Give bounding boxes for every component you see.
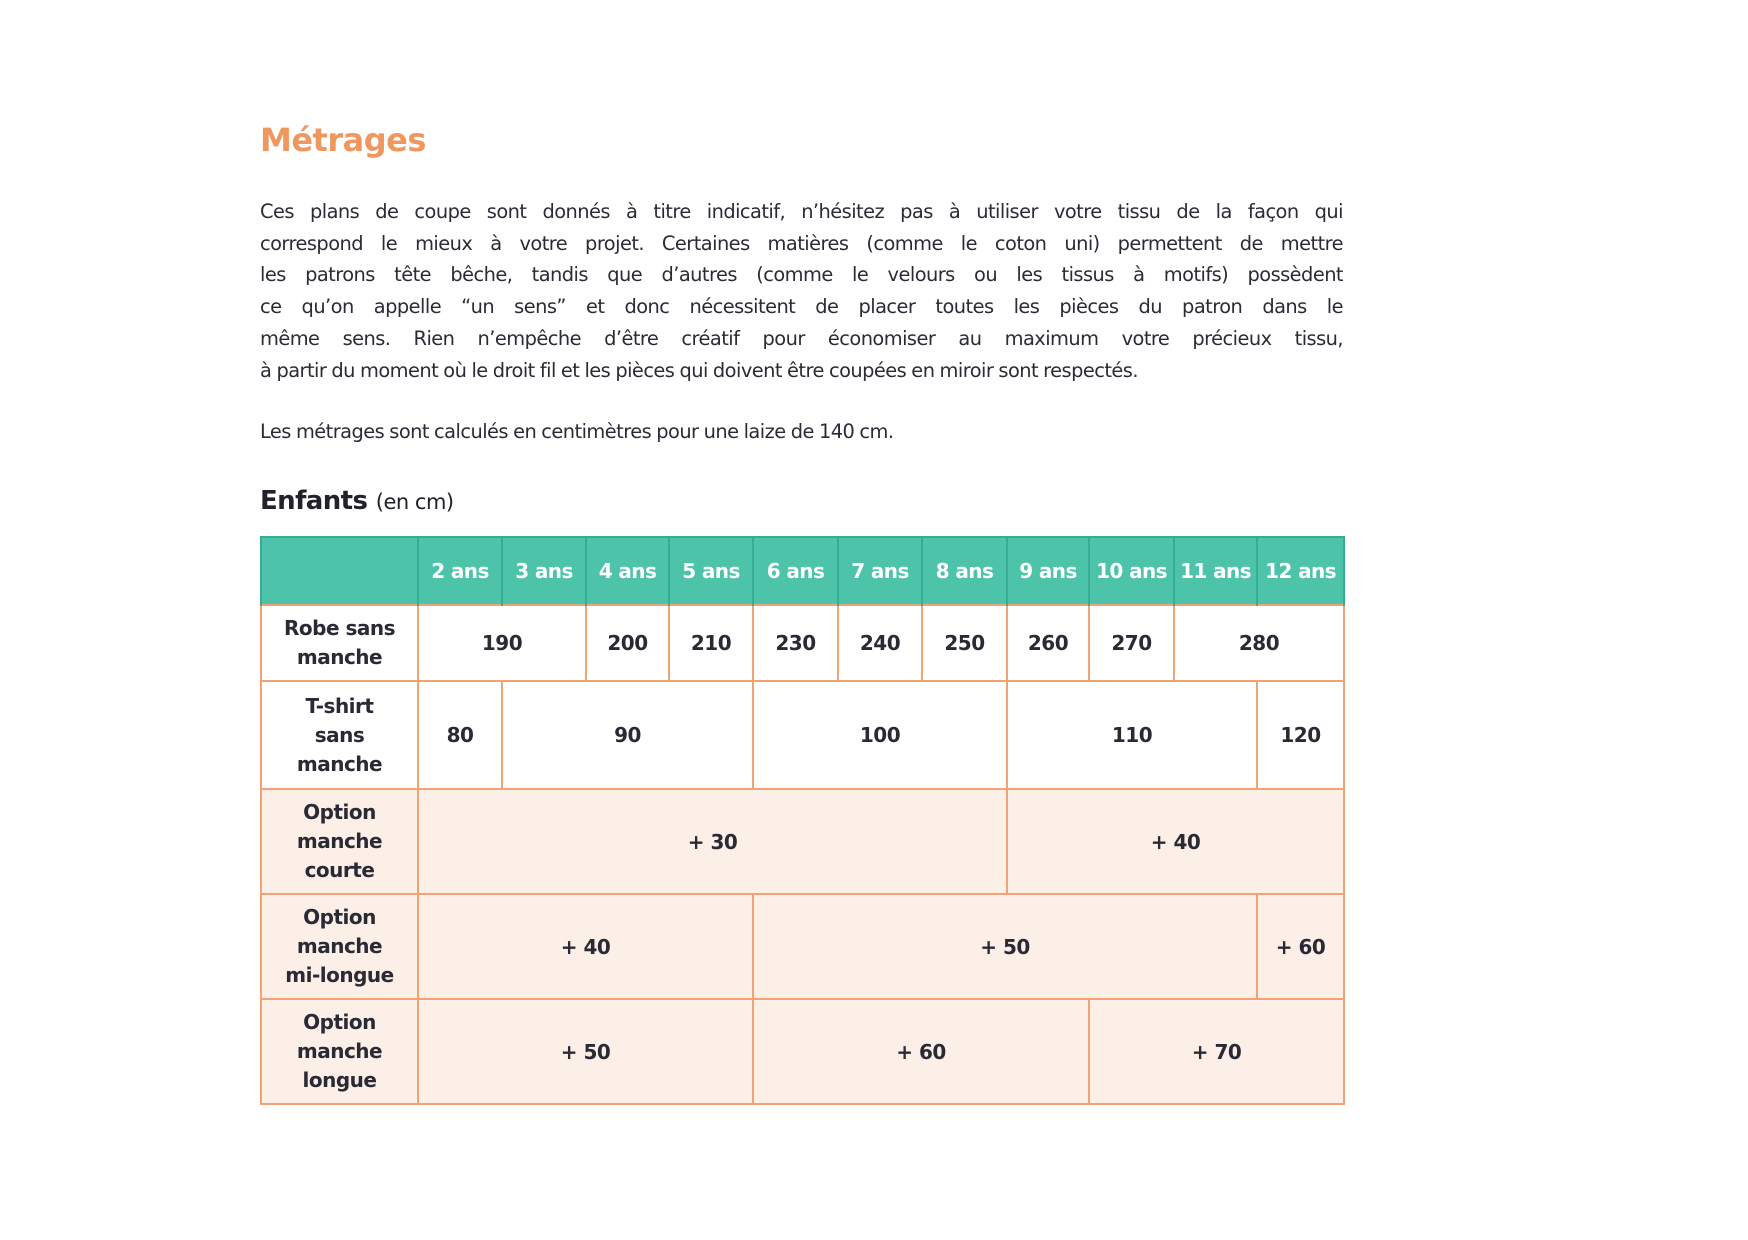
table-cell: 240: [838, 605, 922, 681]
column-header: 7 ans: [838, 537, 922, 605]
table-row: [261, 789, 1344, 894]
column-header: 3 ans: [502, 537, 586, 605]
column-header: 5 ans: [669, 537, 753, 605]
section-heading: [260, 486, 454, 516]
row-label-line: mi-longue: [285, 963, 394, 987]
row-label-line: manche: [296, 934, 383, 958]
table-body: [261, 605, 1344, 1104]
section-title: Enfants: [260, 486, 368, 516]
row-label-line: Option: [303, 800, 376, 824]
column-header: 12 ans: [1257, 537, 1344, 605]
intro-line: même sens. Rien n’empêche d’être créatif pour économiser au maximum votre précieux tissu,: [260, 326, 1343, 350]
table-cell: 90: [502, 681, 753, 789]
table-cell: 260: [1007, 605, 1089, 681]
row-label-line: courte: [304, 858, 375, 882]
table-cell: 190: [418, 605, 586, 681]
fabric-width-note: Les métrages sont calculés en centimètres pour une laize de 140 cm.: [260, 420, 894, 443]
row-label-line: longue: [302, 1068, 377, 1092]
row-label-line: Robe sans: [283, 616, 396, 640]
table-cell: 100: [753, 681, 1007, 789]
table-cell: 230: [753, 605, 838, 681]
table-cell: 110: [1007, 681, 1257, 789]
column-header: 10 ans: [1089, 537, 1174, 605]
table-cell: 80: [418, 681, 502, 789]
row-label-line: manche: [296, 829, 383, 853]
row-label-line: manche: [296, 645, 383, 669]
intro-line: correspond le mieux à votre projet. Certaines matières (comme le coton uni) permettent de mettre: [260, 231, 1343, 255]
intro-line: à partir du moment où le droit fil et les pièces qui doivent être coupées en miroir sont respectés.: [260, 358, 1138, 382]
table-cell: 270: [1089, 605, 1174, 681]
row-label-line: sans: [314, 722, 365, 747]
table-header-row: [261, 537, 1344, 605]
intro-line: ce qu’on appelle “un sens” et donc nécessitent de placer toutes les pièces du patron dans le: [260, 295, 1343, 319]
table-cell: 210: [669, 605, 753, 681]
table-cell: + 50: [753, 894, 1257, 999]
table-cell: 280: [1174, 605, 1344, 681]
table-cell: + 30: [418, 789, 1007, 894]
table-cell: + 40: [1007, 789, 1344, 894]
table-cell: + 60: [1257, 894, 1344, 999]
table-cell: + 50: [418, 999, 753, 1104]
row-label: [261, 999, 418, 1104]
table-row: [261, 999, 1344, 1104]
row-label-line: Option: [303, 1010, 376, 1034]
row-label-line: manche: [296, 1039, 383, 1063]
table-row: [261, 894, 1344, 999]
row-label: [261, 789, 418, 894]
column-header: 6 ans: [753, 537, 838, 605]
table-cell: + 70: [1089, 999, 1344, 1104]
intro-paragraph: [260, 196, 1343, 386]
table-cell: 200: [586, 605, 669, 681]
column-header: 9 ans: [1007, 537, 1089, 605]
table-cell: 250: [922, 605, 1007, 681]
column-header: 8 ans: [922, 537, 1007, 605]
table-cell: 120: [1257, 681, 1344, 789]
column-header: 2 ans: [418, 537, 502, 605]
intro-line: Ces plans de coupe sont donnés à titre indicatif, n’hésitez pas à utiliser votre tissu de la façon qui: [260, 200, 1343, 223]
row-label: [261, 894, 418, 999]
page-title: Métrages: [260, 121, 426, 159]
intro-line: les patrons tête bêche, tandis que d’autres (comme le velours ou les tissus à motifs) possèdent: [260, 263, 1343, 287]
row-label-line: T-shirt: [305, 693, 374, 718]
row-label-line: manche: [296, 751, 383, 776]
table-cell: + 60: [753, 999, 1089, 1104]
column-header: 4 ans: [586, 537, 669, 605]
row-label: [261, 681, 418, 789]
table-row: [261, 681, 1344, 789]
row-label: [261, 605, 418, 681]
column-header: 11 ans: [1174, 537, 1257, 605]
yardage-table: [260, 536, 1345, 1105]
section-unit: (en cm): [375, 490, 454, 514]
table-cell: + 40: [418, 894, 753, 999]
row-label-line: Option: [303, 905, 376, 929]
table-corner-cell: [261, 537, 418, 605]
table-row: [261, 605, 1344, 681]
